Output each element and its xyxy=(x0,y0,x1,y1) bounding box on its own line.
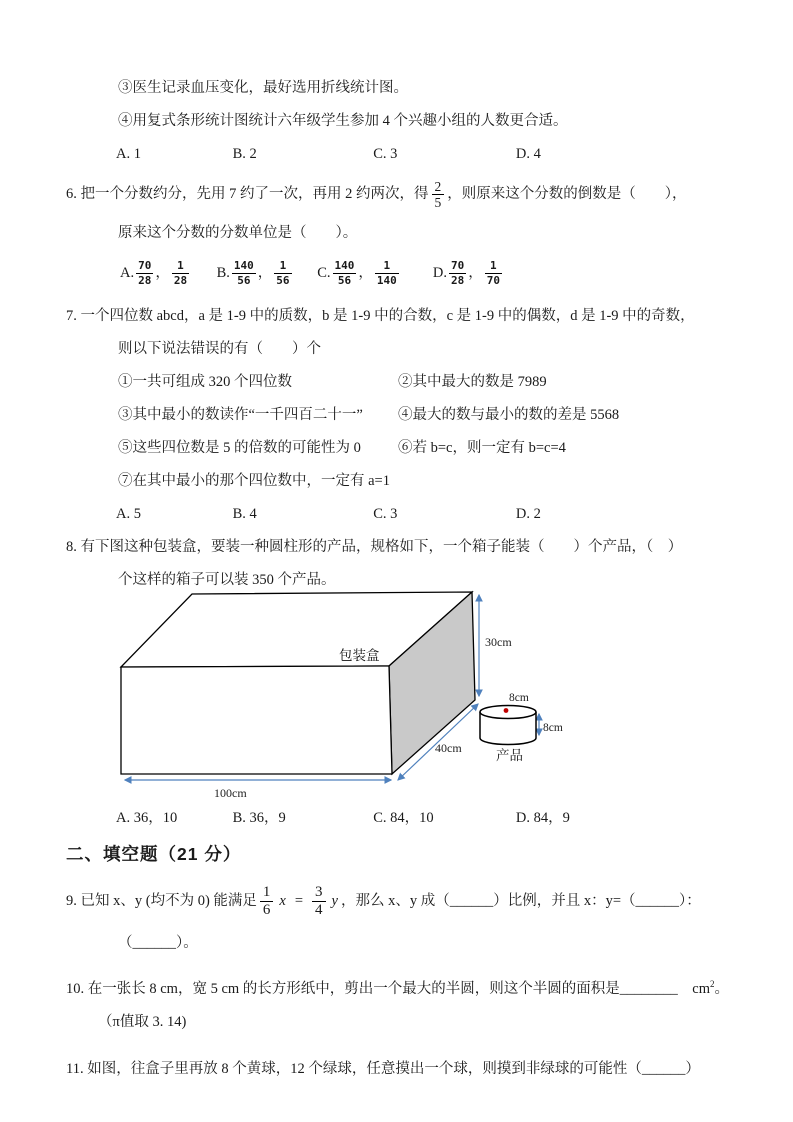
q7-sub-right: ④最大的数与最小的数的差是 5568 xyxy=(398,407,620,423)
denominator: 56 xyxy=(337,274,352,288)
fraction-2 xyxy=(375,259,399,289)
denominator: 56 xyxy=(276,274,290,288)
numerator: 70 xyxy=(449,259,466,274)
q7-line-1: 7. 一个四位数 abcd，a 是 1-9 中的质数，b 是 1-9 中的合数，c 是 1-9 中的偶数，d 是 1-9 中的奇数， xyxy=(66,308,695,324)
fraction-1 xyxy=(232,259,256,289)
denominator: 56 xyxy=(237,274,251,288)
numerator: 70 xyxy=(136,259,153,274)
q6-fraction xyxy=(432,179,445,211)
q7-subrow-4 xyxy=(66,465,743,498)
q7-sub-left: ⑦在其中最小的那个四位数中，一定有 a=1 xyxy=(118,473,390,489)
denominator: 5 xyxy=(434,195,442,211)
q9-equals-sign: = xyxy=(294,893,304,909)
box-label: 包装盒 xyxy=(339,648,380,663)
width-dimension-label: 100cm xyxy=(214,786,247,800)
q6-text-pre: 6. 把一个分数约分，先用 7 约了一次，再用 2 约两次，得 xyxy=(66,186,429,202)
section2-heading: 二、填空题（21 分） xyxy=(66,844,242,864)
fraction-1 xyxy=(136,259,153,289)
q7-sub-right: ②其中最大的数是 7989 xyxy=(398,374,547,390)
denominator: 28 xyxy=(173,274,188,288)
q5-statement-4: ④用复式条形统计图统计六年级学生参加 4 个兴趣小组的人数更合适。 xyxy=(118,113,568,129)
q7-option-d: D. 2 xyxy=(515,506,541,522)
fraction-1 xyxy=(333,259,357,289)
denominator: 28 xyxy=(138,274,152,288)
fraction-2 xyxy=(274,259,291,289)
q8-option-a: A. 36，10 xyxy=(116,810,178,826)
numerator: 140 xyxy=(232,259,256,274)
q7-sub-right: ⑥若 b=c，则一定有 b=c=4 xyxy=(398,440,566,456)
q6-option-c xyxy=(317,250,429,296)
q6-line-2: 原来这个分数的分数单位是（ ）。 xyxy=(118,225,358,241)
numerator: 2 xyxy=(432,179,445,196)
q10-line-1 xyxy=(66,968,743,1006)
q10-line-2: （π值取 3. 14) xyxy=(98,1013,187,1030)
cylinder-height-label: 8cm xyxy=(543,722,563,734)
q5-option-c: C. 3 xyxy=(373,146,398,162)
q9-fraction-2 xyxy=(312,884,326,920)
denominator: 70 xyxy=(486,274,500,288)
q8-line-1: 8. 有下图这种包装盒，要装一种圆柱形的产品，规格如下，一个箱子能装（ ）个产品，（ ） xyxy=(66,539,683,555)
q7-options-row xyxy=(66,498,743,531)
q9-line-2: （______）。 xyxy=(118,935,198,951)
q8-option-b: B. 36，9 xyxy=(232,810,286,826)
q6-option-b xyxy=(217,250,314,296)
q9-line-1 xyxy=(66,875,743,927)
cylinder-top xyxy=(480,706,536,719)
fraction-1 xyxy=(449,259,466,289)
q9-text-post: ，那么 x、y 成（______）比例，并且 x：y=（______）： xyxy=(340,893,701,909)
q7-subitems xyxy=(66,366,743,498)
fraction-2 xyxy=(485,259,502,289)
q9-variable-x: x xyxy=(279,893,286,909)
denominator: 140 xyxy=(376,274,397,288)
q7-subrow-1 xyxy=(66,366,743,399)
q10-text: 10. 在一张长 8 cm，宽 5 cm 的长方形纸中，剪出一个最大的半圆，则这个半圆的面积是________ cm xyxy=(66,980,711,997)
q10-text-end: 。 xyxy=(714,980,730,997)
q7-sub-left: ⑤这些四位数是 5 的倍数的可能性为 0 xyxy=(118,440,361,456)
q9-fraction-1 xyxy=(260,884,274,920)
option-label: C. xyxy=(317,265,331,281)
numerator: 1 xyxy=(375,259,399,274)
product-label: 产品 xyxy=(496,748,523,763)
q9-text-pre: 9. 已知 x、y (均不为 0) 能满足 xyxy=(66,893,257,909)
numerator: 140 xyxy=(333,259,357,274)
option-comma: ， xyxy=(155,265,170,281)
q7-sub-left: ③其中最小的数读作“一千四百二十一” xyxy=(118,407,363,423)
q7-subrow-2 xyxy=(66,399,743,432)
q7-option-c: C. 3 xyxy=(373,506,398,522)
q6-option-a xyxy=(120,250,213,296)
q8-diagram xyxy=(115,587,585,802)
numerator: 1 xyxy=(172,259,189,274)
q8-option-c: C. 84，10 xyxy=(373,810,434,826)
denominator: 28 xyxy=(450,274,465,288)
q6-options-row xyxy=(66,250,743,296)
box-front-face xyxy=(121,666,392,774)
q5-option-a: A. 1 xyxy=(116,146,141,162)
q6-line-1 xyxy=(66,171,743,217)
q9-variable-y: y xyxy=(331,893,338,909)
q5-statement-3: ③医生记录血压变化，最好选用折线统计图。 xyxy=(118,80,408,96)
denominator: 4 xyxy=(315,902,323,919)
q10-sup: 2 xyxy=(710,979,715,989)
q8-options-row xyxy=(66,802,743,835)
numerator: 3 xyxy=(312,884,326,902)
q5-options-row xyxy=(66,138,743,171)
q8-option-d: D. 84，9 xyxy=(515,810,570,826)
q11-line-1: 11. 如图，往盒子里再放 8 个黄球，12 个绿球，任意摸出一个球，则摸到非绿球的可能性（______） xyxy=(66,1060,700,1077)
q7-option-b: B. 4 xyxy=(232,506,257,522)
option-label: B. xyxy=(216,265,230,281)
option-comma: ， xyxy=(257,265,273,281)
q6-text-post: ，则原来这个分数的倒数是（ ）， xyxy=(447,186,687,202)
fraction-2 xyxy=(172,259,189,289)
option-label: D. xyxy=(432,265,447,281)
q5-option-b: B. 2 xyxy=(232,146,257,162)
radius-label: 8cm xyxy=(509,692,529,704)
q8-line-2: 个这样的箱子可以装 350 个产品。 xyxy=(118,572,336,588)
depth-dimension-label: 40cm xyxy=(435,741,462,755)
option-comma: ， xyxy=(468,265,483,281)
center-dot xyxy=(504,708,509,713)
q7-option-a: A. 5 xyxy=(116,506,141,522)
option-label: A. xyxy=(120,265,135,281)
q5-option-d: D. 4 xyxy=(515,146,541,162)
numerator: 1 xyxy=(485,259,502,274)
option-comma: ， xyxy=(358,265,373,281)
height-dimension-label: 30cm xyxy=(485,635,512,649)
q7-line-2: 则以下说法错误的有（ ）个 xyxy=(118,341,321,357)
numerator: 1 xyxy=(260,884,274,902)
numerator: 1 xyxy=(274,259,291,274)
q7-subrow-3 xyxy=(66,432,743,465)
q6-option-d xyxy=(433,250,504,296)
q7-sub-left: ①一共可组成 320 个四位数 xyxy=(118,374,292,390)
denominator: 6 xyxy=(262,902,271,919)
